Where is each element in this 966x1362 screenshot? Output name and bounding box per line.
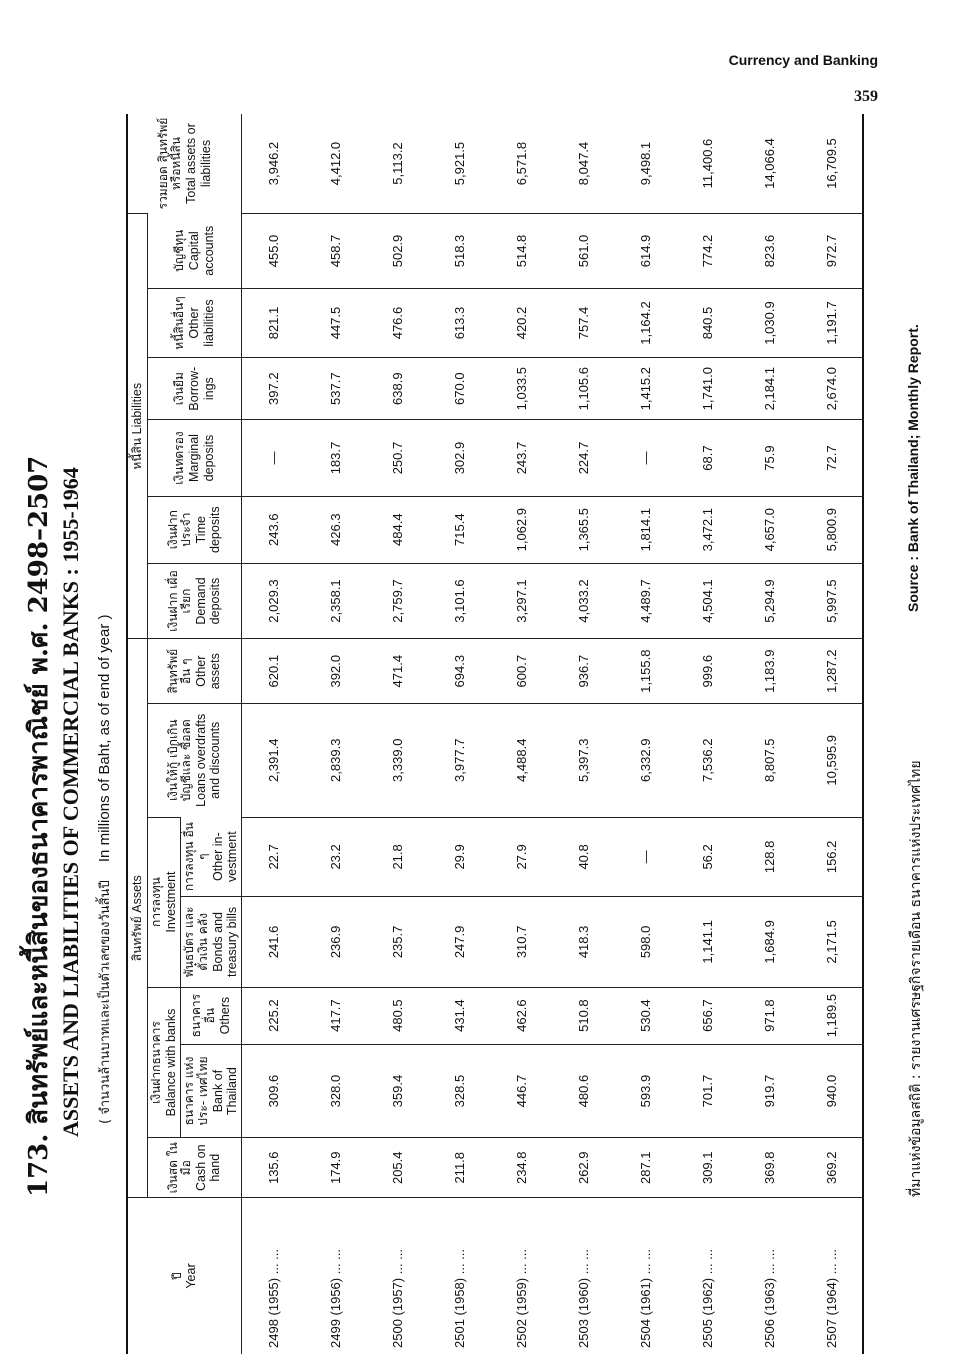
header-bonds-english: Bonds and treasury bills bbox=[210, 906, 240, 977]
value-cell: 5,113.2 bbox=[389, 142, 405, 185]
value-cell: 3,472.1 bbox=[676, 496, 738, 563]
table-row bbox=[676, 114, 738, 1354]
year-cell: 2507 (1964) ... ... bbox=[800, 1198, 863, 1355]
value-cell: 476.6 bbox=[366, 288, 428, 357]
value-cell: 2,674.0 bbox=[800, 358, 863, 420]
value-cell: 369.8 bbox=[738, 1138, 800, 1198]
value-cell: 328.5 bbox=[428, 1044, 490, 1138]
value-cell: 27.9 bbox=[490, 817, 552, 897]
value-cell: 919.7 bbox=[738, 1044, 800, 1138]
value-cell: 1,141.1 bbox=[676, 897, 738, 987]
value-cell: 4,489.7 bbox=[614, 563, 676, 639]
header-demand-deposits bbox=[147, 563, 242, 639]
header-year bbox=[127, 1198, 242, 1355]
header-cash-english: Cash on hand bbox=[194, 1144, 223, 1192]
value-cell: 302.9 bbox=[428, 420, 490, 497]
header-investment-thai: การลงทุน bbox=[148, 877, 163, 927]
value-cell: 75.9 bbox=[738, 420, 800, 497]
header-bonds-thai: พันธบัตร และตั๋วเงิน คลัง bbox=[182, 906, 210, 978]
value-cell: 1,415.2 bbox=[614, 358, 676, 420]
value-cell: 2,759.7 bbox=[366, 563, 428, 639]
value-cell: 1,183.9 bbox=[738, 639, 800, 704]
header-cash bbox=[147, 1138, 242, 1198]
value-cell: 5,397.3 bbox=[552, 703, 614, 817]
value-cell: 593.9 bbox=[614, 1044, 676, 1138]
value-cell: 3,297.1 bbox=[490, 563, 552, 639]
value-cell: 757.4 bbox=[552, 288, 614, 357]
header-marginal-thai: เงินทดรอง bbox=[172, 431, 187, 485]
table-row bbox=[304, 114, 366, 1354]
value-cell: 701.7 bbox=[676, 1044, 738, 1138]
header-time-english: Time deposits bbox=[194, 506, 223, 553]
header-total-english: Total assets or liabilities bbox=[184, 123, 213, 204]
value-cell: 2,171.5 bbox=[800, 897, 863, 987]
value-cell: 225.2 bbox=[242, 987, 305, 1044]
header-cash-thai: เงินสด ในมือ bbox=[165, 1142, 194, 1194]
header-borrow-english: Borrow- ings bbox=[187, 366, 216, 411]
value-cell: 446.7 bbox=[490, 1044, 552, 1138]
header-assets-thai: สินทรัพย์ bbox=[130, 916, 144, 962]
value-cell: 235.7 bbox=[366, 897, 428, 987]
header-others-english: Others bbox=[217, 996, 232, 1035]
unit-note-english: In millions of Baht, as of end of year ) bbox=[96, 614, 113, 863]
header-other-assets-thai: สินทรัพย์ อื่น ๆ bbox=[165, 648, 194, 694]
header-bot-thai: ธนาคาร แห่งประ- เทศไทย bbox=[182, 1056, 210, 1126]
value-cell: 431.4 bbox=[428, 987, 490, 1044]
value-cell: 823.6 bbox=[738, 214, 800, 289]
value-cell: 156.2 bbox=[800, 817, 863, 897]
value-cell: 3,339.0 bbox=[366, 703, 428, 817]
year-cell: 2501 (1958) ... ... bbox=[428, 1198, 490, 1355]
value-cell: 23.2 bbox=[304, 817, 366, 897]
value-cell: 1,105.6 bbox=[552, 358, 614, 420]
year-cell: 2506 (1963) ... ... bbox=[738, 1198, 800, 1355]
value-cell: 243.7 bbox=[490, 420, 552, 497]
value-cell: 183.7 bbox=[304, 420, 366, 497]
year-cell: 2505 (1962) ... ... bbox=[676, 1198, 738, 1355]
year-cell: 2500 (1957) ... ... bbox=[366, 1198, 428, 1355]
value-cell: 3,946.2 bbox=[265, 141, 281, 186]
value-cell: 2,184.1 bbox=[738, 358, 800, 420]
value-cell: 243.6 bbox=[242, 496, 305, 563]
header-bonds bbox=[181, 897, 242, 987]
value-cell: 620.1 bbox=[242, 639, 305, 704]
value-cell: 426.3 bbox=[304, 496, 366, 563]
value-cell: 484.4 bbox=[366, 496, 428, 563]
value-cell: 561.0 bbox=[552, 214, 614, 289]
value-cell: — bbox=[242, 420, 305, 497]
value-cell: 7,536.2 bbox=[676, 703, 738, 817]
value-cell: 22.7 bbox=[242, 817, 305, 897]
value-cell: 1,033.5 bbox=[490, 358, 552, 420]
header-total bbox=[127, 114, 242, 214]
header-liabilities-english: Liabilities bbox=[130, 382, 144, 435]
value-cell: 2,839.3 bbox=[304, 703, 366, 817]
value-cell: 638.9 bbox=[366, 358, 428, 420]
value-cell: 287.1 bbox=[614, 1138, 676, 1198]
value-cell: 1,155.8 bbox=[614, 639, 676, 704]
value-cell: 514.8 bbox=[490, 214, 552, 289]
header-capital-english: Capital accounts bbox=[187, 225, 216, 276]
year-cell: 2498 (1955) ... ... bbox=[242, 1198, 305, 1355]
value-cell: 29.9 bbox=[428, 817, 490, 897]
header-liabilities bbox=[127, 214, 147, 639]
value-cell: 471.4 bbox=[366, 639, 428, 704]
value-cell: 309.1 bbox=[676, 1138, 738, 1198]
value-cell: 458.7 bbox=[304, 214, 366, 289]
header-capital-accounts bbox=[147, 214, 242, 289]
header-borrowings bbox=[147, 358, 242, 420]
header-marginal-deposits bbox=[147, 420, 242, 497]
value-cell: 418.3 bbox=[552, 897, 614, 987]
value-cell: 56.2 bbox=[676, 817, 738, 897]
value-cell: 4,033.2 bbox=[552, 563, 614, 639]
header-bank-of-thailand bbox=[181, 1044, 242, 1138]
table-row bbox=[738, 114, 800, 1354]
year-cell: 2502 (1959) ... ... bbox=[490, 1198, 552, 1355]
assets-liabilities-table bbox=[126, 114, 864, 1354]
value-cell: 250.7 bbox=[366, 420, 428, 497]
header-investment bbox=[147, 817, 180, 987]
value-cell: 4,504.1 bbox=[676, 563, 738, 639]
unit-note bbox=[94, 124, 115, 1124]
header-balance-thai: เงินฝากธนาคาร bbox=[148, 1021, 163, 1104]
header-borrow-thai: เงินยืม bbox=[172, 372, 187, 406]
value-cell: 940.0 bbox=[800, 1044, 863, 1138]
table-row bbox=[552, 114, 614, 1354]
value-cell: 234.8 bbox=[490, 1138, 552, 1198]
value-cell: 600.7 bbox=[490, 639, 552, 704]
value-cell: 537.7 bbox=[304, 358, 366, 420]
value-cell: 2,358.1 bbox=[304, 563, 366, 639]
value-cell: 1,062.9 bbox=[490, 496, 552, 563]
header-loans-thai: เงินให้กู้ เบิกเกิน บัญชีและ ซื้อลด bbox=[165, 719, 194, 802]
header-total-thai: รวมยอด สินทรัพย์ หรือหนี้สิน bbox=[155, 117, 184, 210]
year-cell: 2503 (1960) ... ... bbox=[552, 1198, 614, 1355]
table-row bbox=[490, 114, 552, 1354]
value-cell: 821.1 bbox=[242, 288, 305, 357]
header-loans-english: Loans overdrafts and discounts bbox=[194, 713, 223, 807]
value-cell: 670.0 bbox=[428, 358, 490, 420]
value-cell: 205.4 bbox=[366, 1138, 428, 1198]
value-cell: 1,814.1 bbox=[614, 496, 676, 563]
title-english: ASSETS AND LIABILITIES OF COMMERCIAL BANKS : 1955-1964 bbox=[58, 467, 83, 1137]
table-row bbox=[614, 114, 676, 1354]
value-cell: 4,412.0 bbox=[327, 141, 343, 186]
header-marginal-english: Marginal deposits bbox=[187, 434, 216, 482]
value-cell: 3,101.6 bbox=[428, 563, 490, 639]
title-thai: 173. สินทรัพย์และหนี้สินของธนาคารพาณิชย์ พ.ศ. 2498–2507 bbox=[24, 455, 54, 1197]
value-cell: 359.4 bbox=[366, 1044, 428, 1138]
value-cell: 510.8 bbox=[552, 987, 614, 1044]
value-cell: 502.9 bbox=[366, 214, 428, 289]
value-cell: 840.5 bbox=[676, 288, 738, 357]
value-cell: 462.6 bbox=[490, 987, 552, 1044]
header-bot-english: Bank of Thailand bbox=[210, 1067, 240, 1116]
header-other-liabilities bbox=[147, 288, 242, 357]
value-cell: 392.0 bbox=[304, 639, 366, 704]
value-cell: 68.7 bbox=[676, 420, 738, 497]
value-cell: 1,191.7 bbox=[800, 288, 863, 357]
page-number: 359 bbox=[854, 88, 878, 105]
value-cell: 16,709.5 bbox=[800, 114, 863, 214]
value-cell: 262.9 bbox=[552, 1138, 614, 1198]
header-other-banks bbox=[181, 987, 242, 1044]
header-otherinv-english: Other in- vestment bbox=[210, 831, 240, 882]
value-cell: 999.6 bbox=[676, 639, 738, 704]
value-cell: 936.7 bbox=[552, 639, 614, 704]
value-cell: 9,498.1 bbox=[637, 141, 653, 186]
value-cell: 774.2 bbox=[676, 214, 738, 289]
value-cell: 455.0 bbox=[242, 214, 305, 289]
value-cell: 21.8 bbox=[366, 817, 428, 897]
header-other-assets bbox=[147, 639, 242, 704]
value-cell: 613.3 bbox=[428, 288, 490, 357]
footer-source-english: Source : Bank of Thailand; Monthly Report. bbox=[905, 324, 921, 612]
value-cell: 241.6 bbox=[242, 897, 305, 987]
value-cell: 1,287.2 bbox=[800, 639, 863, 704]
header-time-deposits bbox=[147, 496, 242, 563]
value-cell: 4,488.4 bbox=[490, 703, 552, 817]
value-cell: 174.9 bbox=[304, 1138, 366, 1198]
value-cell: 14,066.4 bbox=[761, 138, 777, 189]
value-cell: 211.8 bbox=[428, 1138, 490, 1198]
value-cell: 6,332.9 bbox=[614, 703, 676, 817]
value-cell: 5,997.5 bbox=[800, 563, 863, 639]
year-cell: 2504 (1961) ... ... bbox=[614, 1198, 676, 1355]
value-cell: 530.4 bbox=[614, 987, 676, 1044]
header-time-thai: เงินฝาก ประจำ bbox=[165, 510, 194, 550]
value-cell: 656.7 bbox=[676, 987, 738, 1044]
value-cell: 224.7 bbox=[552, 420, 614, 497]
value-cell: 971.8 bbox=[738, 987, 800, 1044]
header-investment-english: Investment bbox=[163, 871, 178, 933]
value-cell: 614.9 bbox=[614, 214, 676, 289]
value-cell: 72.7 bbox=[800, 420, 863, 497]
header-loans bbox=[147, 703, 242, 817]
value-cell: 1,189.5 bbox=[800, 987, 863, 1044]
year-cell: 2499 (1956) ... ... bbox=[304, 1198, 366, 1355]
value-cell: 598.0 bbox=[614, 897, 676, 987]
header-year-english: Year bbox=[184, 1263, 199, 1289]
table-row bbox=[428, 114, 490, 1354]
value-cell: 397.2 bbox=[242, 358, 305, 420]
value-cell: 5,294.9 bbox=[738, 563, 800, 639]
header-demand-english: Demand deposits bbox=[194, 577, 223, 625]
header-liabilities-thai: หนี้สิน bbox=[130, 437, 144, 470]
value-cell: 2,029.3 bbox=[242, 563, 305, 639]
value-cell: 417.7 bbox=[304, 987, 366, 1044]
value-cell: — bbox=[614, 817, 676, 897]
value-cell: 420.2 bbox=[490, 288, 552, 357]
running-head: Currency and Banking bbox=[728, 52, 878, 68]
header-balance-with-banks bbox=[147, 987, 180, 1138]
value-cell: 40.8 bbox=[552, 817, 614, 897]
value-cell: 518.3 bbox=[428, 214, 490, 289]
header-capital-thai: บัญชีทุน bbox=[172, 229, 187, 272]
table-body bbox=[242, 114, 864, 1354]
value-cell: 8,047.4 bbox=[575, 141, 591, 186]
value-cell: 6,571.8 bbox=[513, 141, 529, 186]
value-cell: 1,164.2 bbox=[614, 288, 676, 357]
value-cell: 8,807.5 bbox=[738, 703, 800, 817]
value-cell: 480.5 bbox=[366, 987, 428, 1044]
header-assets-english: Assets bbox=[130, 875, 144, 913]
value-cell: 4,657.0 bbox=[738, 496, 800, 563]
value-cell: 328.0 bbox=[304, 1044, 366, 1138]
value-cell: 128.8 bbox=[738, 817, 800, 897]
header-assets bbox=[127, 639, 147, 1198]
header-others-thai: ธนาคารอื่น bbox=[189, 993, 218, 1038]
header-demand-thai: เงินฝาก เผื่อเรียก bbox=[165, 570, 194, 632]
footer-source-thai: ที่มาแห่งข้อมูลสถิติ : รายงานเศรษฐกิจรายเดือน ธนาคารแห่งประเทศไทย bbox=[908, 760, 924, 1197]
value-cell: 309.6 bbox=[242, 1044, 305, 1138]
value-cell: 310.7 bbox=[490, 897, 552, 987]
value-cell: 1,741.0 bbox=[676, 358, 738, 420]
table-row bbox=[242, 114, 305, 1354]
header-year-thai: ปี bbox=[169, 1272, 184, 1280]
value-cell: 236.9 bbox=[304, 897, 366, 987]
table-row bbox=[366, 114, 428, 1354]
table-row bbox=[800, 114, 863, 1354]
value-cell: 1,684.9 bbox=[738, 897, 800, 987]
value-cell: 247.9 bbox=[428, 897, 490, 987]
value-cell: — bbox=[614, 420, 676, 497]
header-other-investment bbox=[181, 817, 242, 897]
value-cell: 447.5 bbox=[304, 288, 366, 357]
value-cell: 1,030.9 bbox=[738, 288, 800, 357]
unit-note-thai: ( จำนวนล้านบาทและเป็นตัวเลขของวันสิ้นปี bbox=[98, 880, 113, 1124]
header-balance-english: Balance with banks bbox=[163, 1008, 178, 1117]
header-other-liab-english: Other liabilities bbox=[187, 299, 216, 347]
value-cell: 2,391.4 bbox=[242, 703, 305, 817]
header-other-liab-thai: หนี้สินอื่นๆ bbox=[172, 296, 187, 350]
value-cell: 5,921.5 bbox=[451, 141, 467, 186]
value-cell: 715.4 bbox=[428, 496, 490, 563]
value-cell: 135.6 bbox=[242, 1138, 305, 1198]
value-cell: 3,977.7 bbox=[428, 703, 490, 817]
value-cell: 972.7 bbox=[800, 214, 863, 289]
value-cell: 10,595.9 bbox=[800, 703, 863, 817]
value-cell: 11,400.6 bbox=[699, 138, 715, 189]
header-otherinv-thai: การลงทุน อื่น ๆ bbox=[182, 822, 210, 892]
header-other-assets-english: Other assets bbox=[194, 653, 223, 690]
value-cell: 694.3 bbox=[428, 639, 490, 704]
value-cell: 5,800.9 bbox=[800, 496, 863, 563]
value-cell: 1,365.5 bbox=[552, 496, 614, 563]
value-cell: 480.6 bbox=[552, 1044, 614, 1138]
value-cell: 369.2 bbox=[800, 1138, 863, 1198]
